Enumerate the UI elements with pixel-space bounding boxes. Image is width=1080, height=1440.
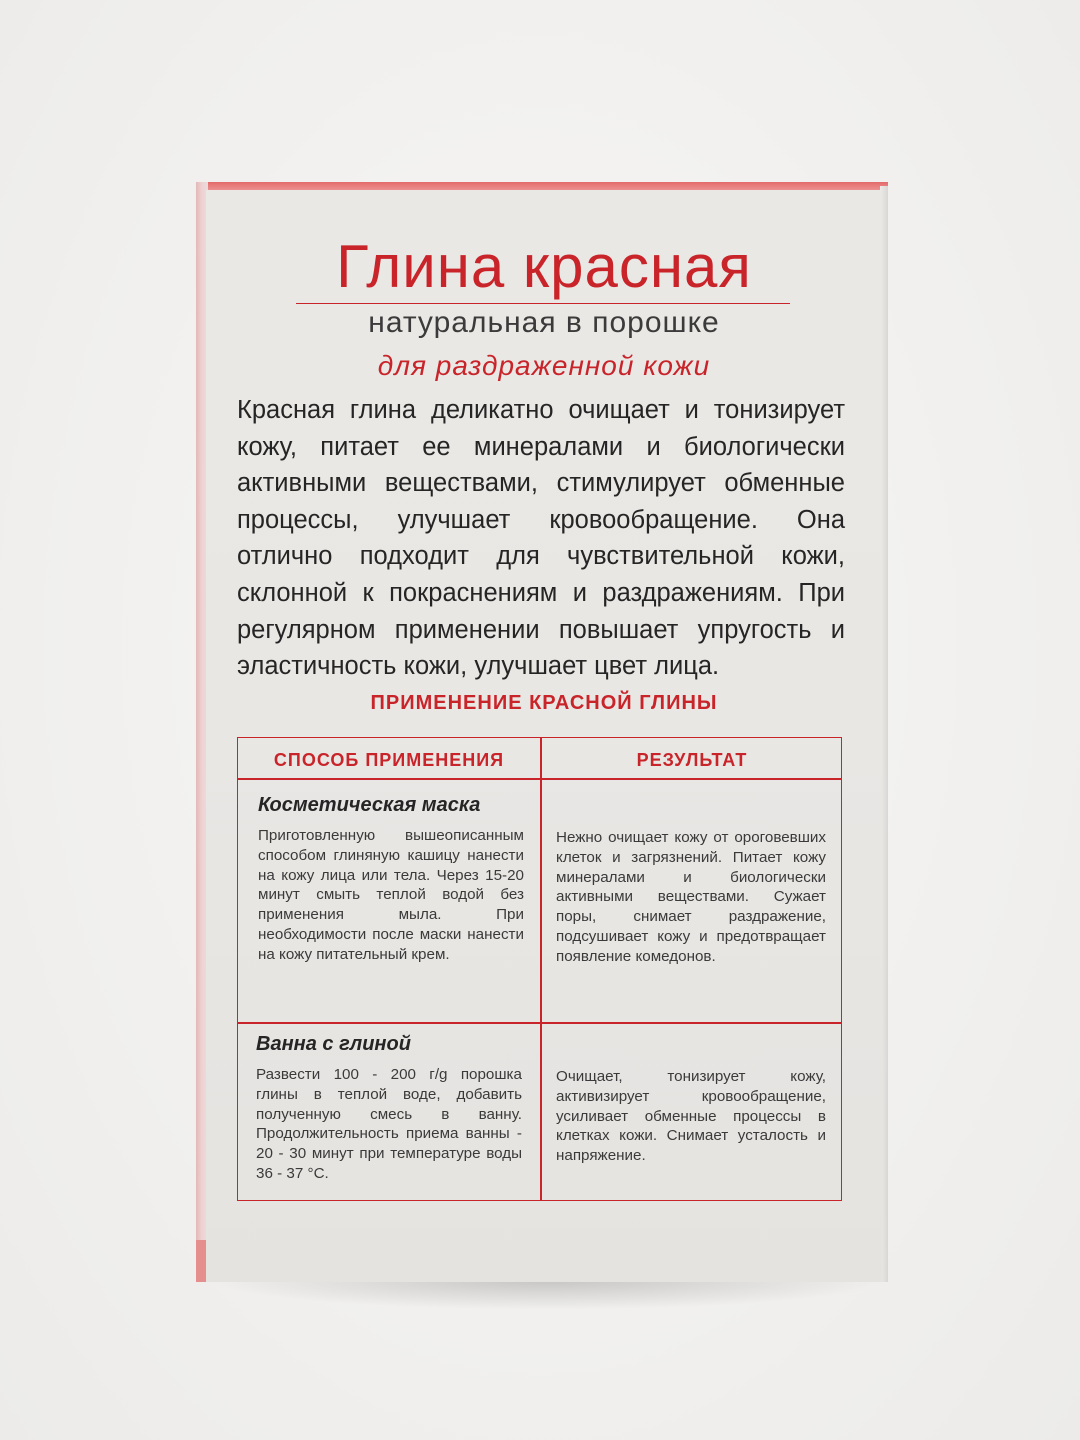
table-header-divider: [238, 778, 841, 780]
column-header-result: РЕЗУЛЬТАТ: [636, 750, 748, 770]
column-header-method: СПОСОБ ПРИМЕНЕНИЯ: [273, 750, 505, 770]
row-title-bath: Ванна с глиной: [256, 1033, 411, 1055]
table-cell-method: Развести 100 - 200 г/g порошка глины в теплой воде, добавить полученную смесь в ванну. Продолжительность приема ванны - 20 - 30 минут при температуре воды 36 - 37 °С.: [256, 1066, 522, 1182]
usage-heading: ПРИМЕНЕНИЕ КРАСНОЙ ГЛИНЫ: [370, 692, 718, 714]
table-cell-result: Очищает, тонизирует кожу, активизирует кровообращение, усиливает обменные процессы в клетках кожи. Снимает усталость и напряжение.: [556, 1068, 826, 1165]
title-underline: [296, 303, 790, 304]
table-cell-method: Приготовленную вышеописанным способом глиняную кашицу нанести на кожу лица или тела. Через 15-20 минут смыть теплой водой без применения мыла. При необходимости после маски нанести на кожу питательный крем.: [258, 827, 524, 963]
product-subtitle: натуральная в порошке: [368, 306, 720, 339]
box-shadow: [208, 1280, 888, 1310]
product-tagline: для раздраженной кожи: [377, 350, 711, 381]
usage-table: [237, 737, 842, 1201]
table-row-divider: [238, 1022, 841, 1024]
row-title-mask: Косметическая маска: [258, 794, 481, 816]
product-description: Красная глина деликатно очищает и тонизирует кожу, питает ее минералами и биологически активными веществами, стимулирует обменные процессы, улучшает кровообращение. Она отлично подходит для чувствительной кожи, склонной к покраснениям и раздражениям. При регулярном применении повышает упругость и эластичность кожи, улучшает цвет лица.: [237, 396, 845, 681]
product-title: Глина красная: [336, 233, 752, 300]
table-cell-result: Нежно очищает кожу от ороговевших клеток и загрязнений. Питает кожу минералами и биологически активными веществами. Сужает поры, снимает раздражение, подсушивает кожу и предотвращает появление комедонов.: [556, 829, 826, 965]
table-column-divider: [540, 738, 542, 1200]
